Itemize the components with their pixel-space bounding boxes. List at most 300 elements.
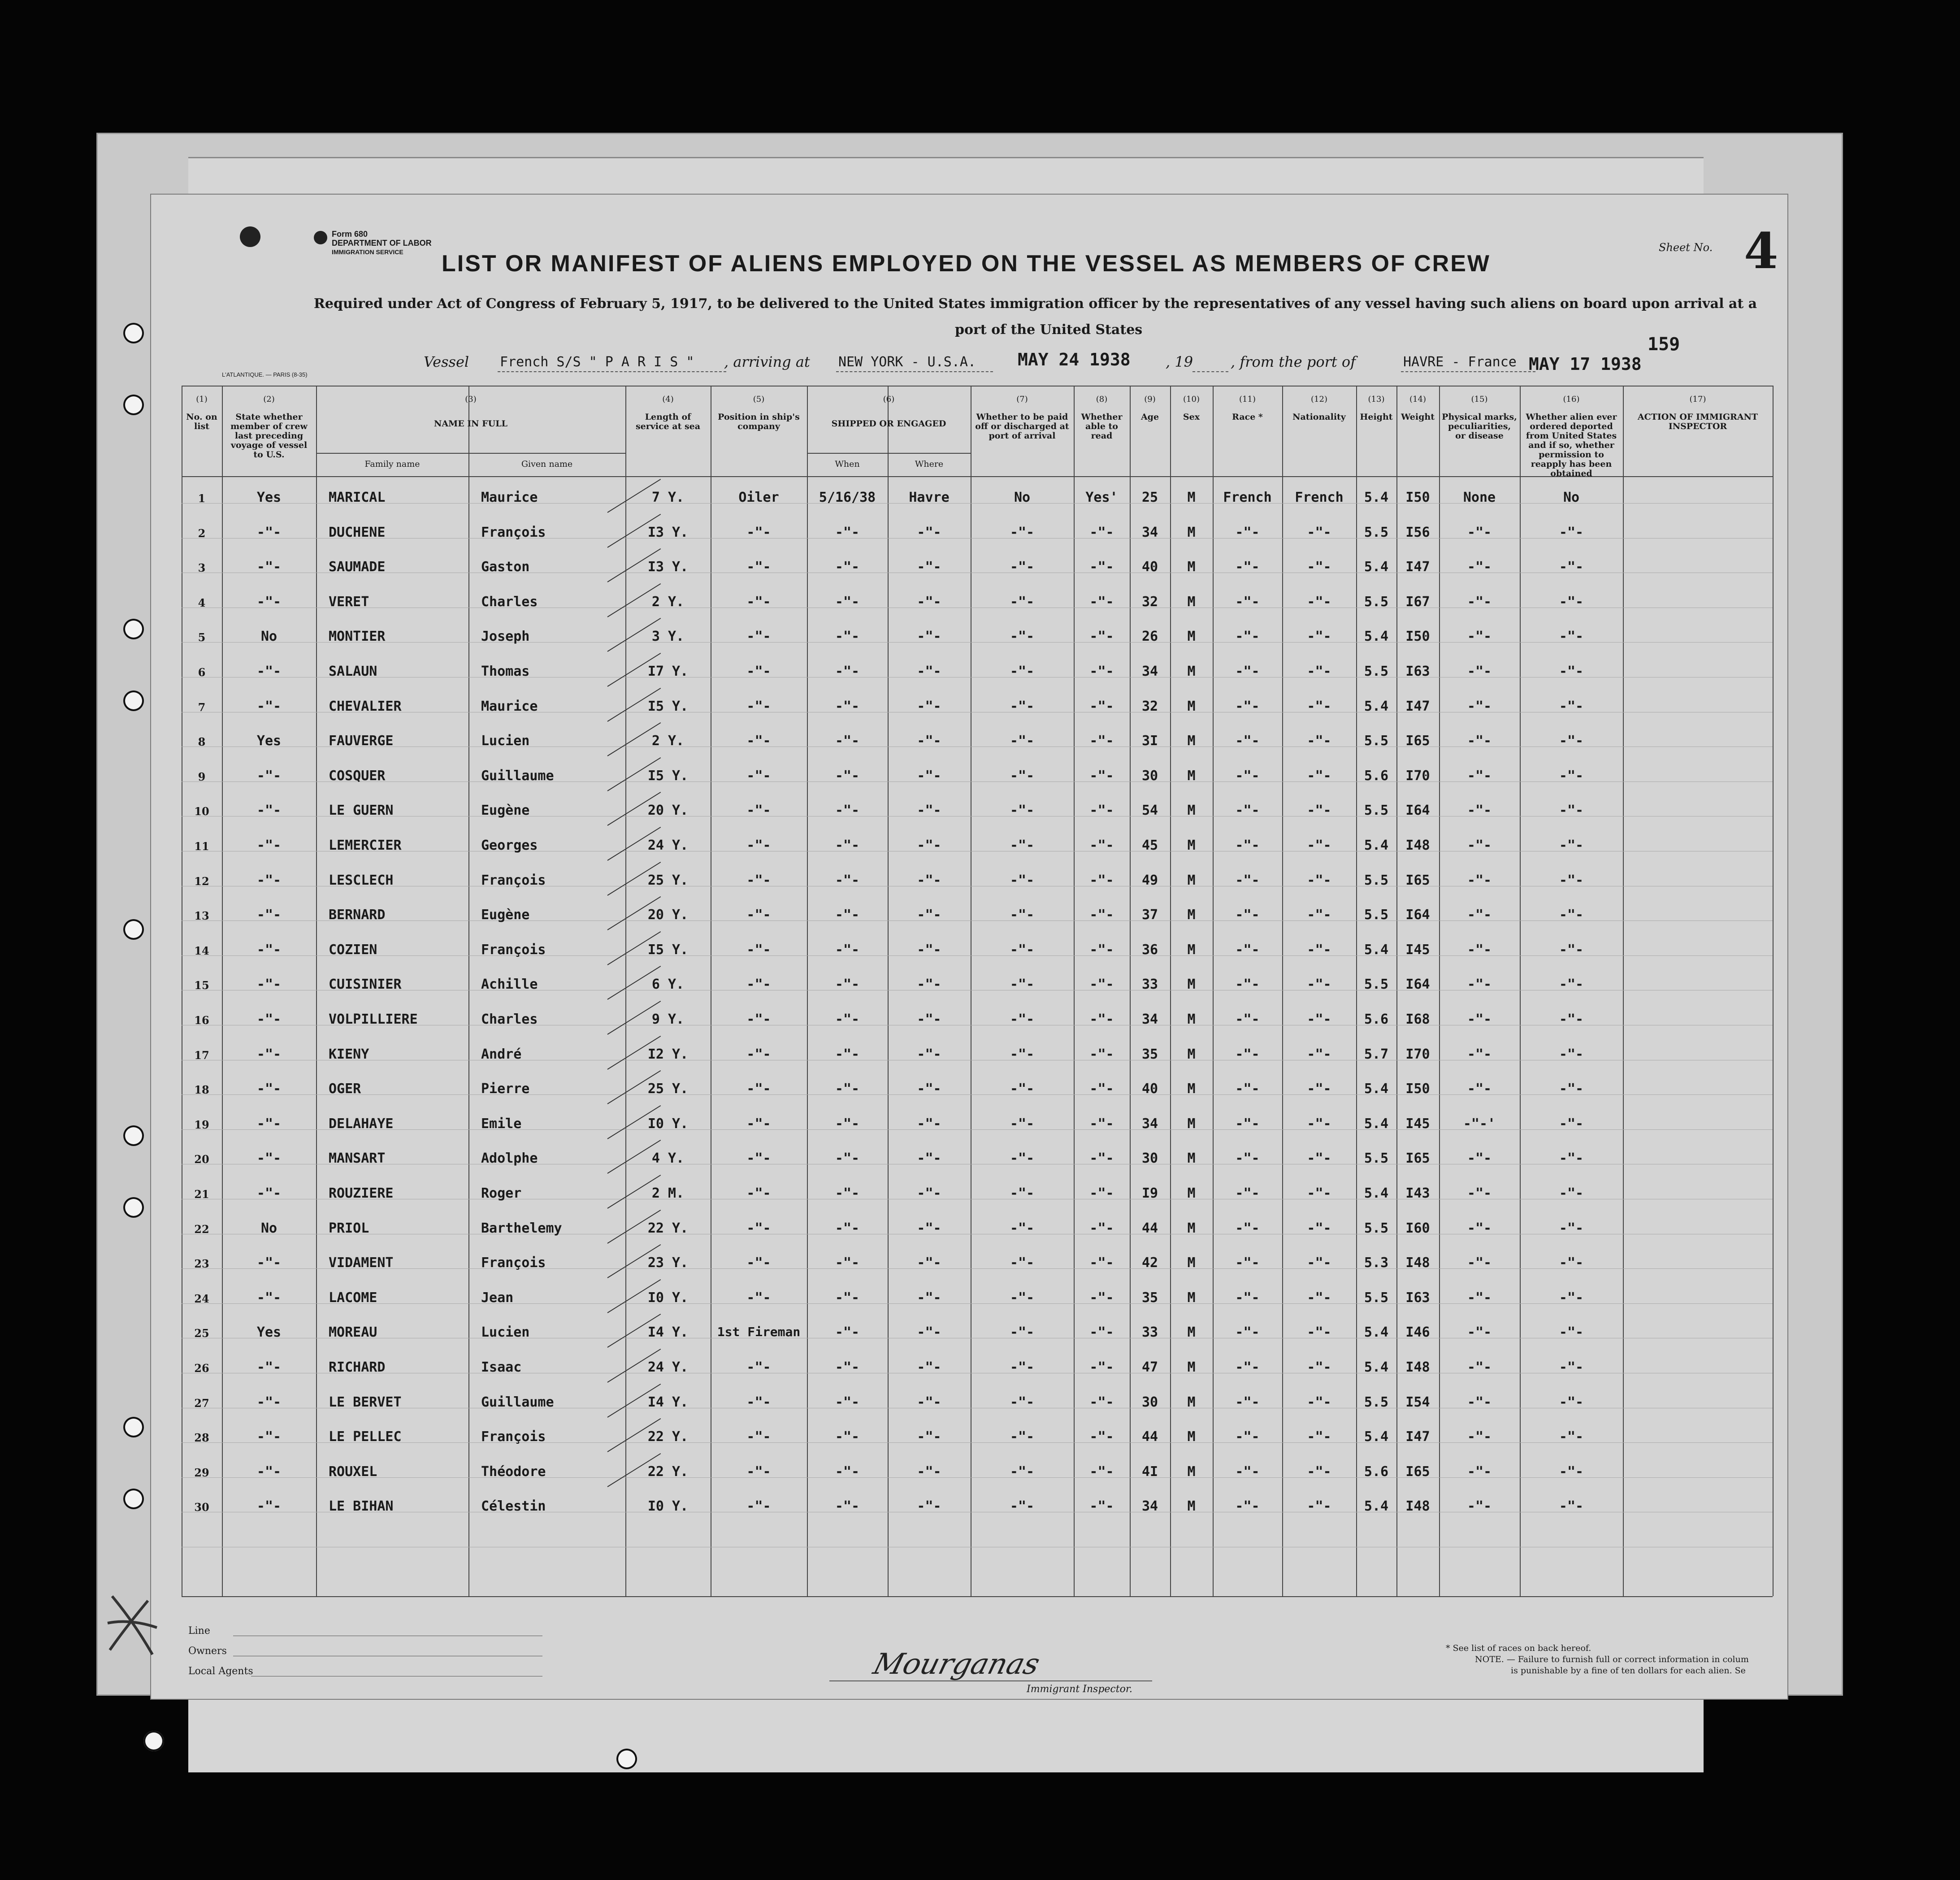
cell-family: SAUMADE (329, 559, 386, 575)
cell-marks: None (1463, 490, 1496, 505)
cell-paid: -"- (1010, 559, 1035, 575)
cell-paid: -"- (1010, 768, 1035, 784)
column-number: (15) (1471, 395, 1488, 404)
cell-given: Thomas (481, 664, 530, 679)
cell-deported: -"- (1559, 1290, 1584, 1306)
cell-race: -"- (1235, 1081, 1260, 1097)
cell-marks: -"- (1467, 733, 1492, 749)
binder-hole-icon (616, 1749, 637, 1769)
cell-height: 5.6 (1364, 1463, 1389, 1480)
cell-sex: M (1187, 490, 1196, 505)
cell-marks: -"- (1467, 698, 1492, 714)
cell-age: 32 (1141, 594, 1158, 610)
cell-when: -"- (835, 1185, 860, 1201)
cell-paid: -"- (1010, 1463, 1035, 1480)
cell-given: Jean (481, 1290, 514, 1306)
cell-prev: -"- (256, 524, 282, 540)
cell-read: -"- (1089, 1394, 1114, 1410)
cell-race: French (1223, 490, 1272, 505)
cell-nat: -"- (1307, 698, 1331, 714)
cell-family: COSQUER (329, 768, 386, 784)
cell-nat: -"- (1307, 1463, 1331, 1480)
row-number: 29 (194, 1466, 209, 1479)
cell-read: -"- (1089, 872, 1114, 888)
column-number: (7) (1016, 395, 1028, 404)
cell-weight: I45 (1405, 942, 1430, 958)
cell-read: Yes' (1085, 490, 1118, 505)
cell-sex: M (1187, 1429, 1196, 1445)
cell-race: -"- (1235, 1255, 1260, 1271)
cell-position: -"- (746, 1151, 771, 1167)
cell-race: -"- (1235, 1151, 1260, 1167)
cell-given: Roger (481, 1185, 522, 1201)
cell-given: Eugène (481, 803, 530, 819)
cell-weight: I54 (1405, 1394, 1430, 1410)
cell-read: -"- (1089, 1498, 1114, 1515)
cell-height: 5.4 (1364, 1185, 1389, 1201)
cell-when: -"- (835, 629, 860, 645)
cell-nat: -"- (1307, 1151, 1331, 1167)
cell-when: -"- (835, 733, 860, 749)
cell-read: -"- (1089, 1463, 1114, 1480)
cell-service: 4 Y. (651, 1151, 685, 1167)
cell-deported: -"- (1559, 1359, 1584, 1375)
cell-race: -"- (1235, 1290, 1260, 1306)
cell-where: -"- (917, 1463, 941, 1480)
column-header: Whether alien ever ordered deported from United States and if so, whether permission to reapply has been obtained (1526, 412, 1617, 478)
cell-race: -"- (1235, 1394, 1260, 1410)
cell-age: 3I (1141, 733, 1158, 749)
page-number: 159 (1648, 334, 1680, 355)
column-number: (8) (1096, 395, 1108, 404)
cell-read: -"- (1089, 629, 1114, 645)
cell-position: -"- (746, 1185, 771, 1201)
cell-age: 33 (1141, 1324, 1158, 1341)
cell-age: 4I (1141, 1463, 1158, 1480)
cell-deported: -"- (1559, 524, 1584, 540)
cell-where: -"- (917, 1116, 941, 1132)
cell-given: François (481, 942, 546, 958)
cell-read: -"- (1089, 977, 1114, 993)
cell-nat: -"- (1307, 524, 1331, 540)
cell-paid: -"- (1010, 1429, 1035, 1445)
cell-paid: -"- (1010, 1012, 1035, 1027)
cell-read: -"- (1089, 1255, 1114, 1271)
row-number: 24 (194, 1292, 209, 1305)
cell-race: -"- (1235, 1220, 1260, 1236)
column-number: (17) (1689, 395, 1706, 404)
cell-deported: -"- (1559, 1185, 1584, 1201)
cell-prev: No (260, 1220, 278, 1236)
row-number: 30 (194, 1501, 209, 1514)
cell-position: -"- (746, 733, 771, 749)
cell-position: -"- (746, 1046, 771, 1062)
cell-service: I2 Y. (647, 1046, 689, 1062)
cell-prev: -"- (256, 942, 282, 958)
row-number: 7 (198, 700, 206, 714)
cell-read: -"- (1089, 1012, 1114, 1027)
cell-paid: -"- (1010, 594, 1035, 610)
row-number: 5 (198, 631, 206, 644)
binder-hole-icon (123, 1125, 144, 1146)
cell-deported: -"- (1559, 872, 1584, 888)
column-number: (12) (1311, 395, 1327, 404)
cell-position: -"- (746, 1081, 771, 1097)
column-number: (14) (1409, 395, 1426, 404)
cell-prev: -"- (256, 559, 282, 575)
cell-when: 5/16/38 (819, 490, 876, 505)
column-header: Whether to be paid off or discharged at port of arrival (975, 412, 1069, 441)
column-header: NAME IN FULL (434, 419, 507, 429)
crew-manifest-table (182, 386, 1773, 1596)
binder-hole-icon (123, 619, 144, 639)
cell-when: -"- (835, 1394, 860, 1410)
cell-sex: M (1187, 1394, 1196, 1410)
cell-height: 5.4 (1364, 559, 1389, 575)
cell-nat: -"- (1307, 838, 1331, 853)
cell-family: MANSART (329, 1151, 386, 1167)
cell-when: -"- (835, 872, 860, 888)
cell-when: -"- (835, 524, 860, 540)
cell-marks: -"- (1467, 629, 1492, 645)
cell-marks: -"- (1467, 1046, 1492, 1062)
cell-race: -"- (1235, 1324, 1260, 1341)
shipped-subheader-divider (807, 453, 971, 454)
row-number: 27 (194, 1396, 209, 1410)
binder-hole-icon (123, 323, 144, 343)
cell-marks: -"- (1467, 1255, 1492, 1271)
cell-read: -"- (1089, 1185, 1114, 1201)
cell-deported: -"- (1559, 629, 1584, 645)
sheet-number: 4 (1744, 222, 1778, 280)
cell-sex: M (1187, 1081, 1196, 1097)
cell-prev: No (260, 629, 278, 645)
cell-position: -"- (746, 977, 771, 993)
cell-sex: M (1187, 1220, 1196, 1236)
cell-weight: I48 (1405, 1498, 1430, 1515)
cell-marks: -"- (1467, 1429, 1492, 1445)
cell-paid: -"- (1010, 1394, 1035, 1410)
cell-age: 34 (1141, 524, 1158, 540)
row-number: 12 (194, 874, 209, 888)
row-number: 10 (194, 805, 209, 818)
cell-height: 5.6 (1364, 768, 1389, 784)
row-number: 4 (198, 596, 206, 609)
cell-read: -"- (1089, 1116, 1114, 1132)
cell-family: MONTIER (329, 629, 386, 645)
fine-note: NOTE. — Failure to furnish full or correct information in colum (1475, 1654, 1749, 1664)
cell-race: -"- (1235, 1116, 1260, 1132)
cell-family: VOLPILLIERE (329, 1012, 418, 1027)
cell-prev: -"- (256, 1116, 282, 1132)
cell-position: -"- (746, 907, 771, 923)
row-number: 20 (194, 1153, 209, 1166)
cell-height: 5.5 (1364, 803, 1389, 819)
cell-deported: No (1563, 490, 1580, 505)
column-header: Nationality (1292, 412, 1346, 422)
cell-where: -"- (917, 524, 941, 540)
row-number: 3 (198, 561, 206, 575)
cell-prev: Yes (256, 733, 282, 749)
cell-given: Barthelemy (481, 1220, 562, 1236)
cell-read: -"- (1089, 803, 1114, 819)
cell-family: CUISINIER (329, 977, 402, 993)
cell-paid: -"- (1010, 1324, 1035, 1341)
cell-weight: I50 (1405, 629, 1430, 645)
cell-where: -"- (917, 1185, 941, 1201)
cell-family: FAUVERGE (329, 733, 394, 749)
column-header: State whether member of crew last preceding voyage of vessel to U.S. (230, 412, 308, 460)
cell-prev: -"- (256, 1394, 282, 1410)
cell-paid: -"- (1010, 1220, 1035, 1236)
cell-race: -"- (1235, 733, 1260, 749)
cell-height: 5.4 (1364, 1081, 1389, 1097)
cell-race: -"- (1235, 559, 1260, 575)
cell-when: -"- (835, 1463, 860, 1480)
cell-deported: -"- (1559, 1463, 1584, 1480)
cell-service: 25 Y. (647, 1081, 689, 1097)
cell-family: LEMERCIER (329, 838, 402, 853)
requirement-text: Required under Act of Congress of February 5, 1917, to be delivered to the United States immigration officer by the representatives of any vessel having such aliens on board upon arrival at a (314, 296, 1757, 312)
cell-family: LESCLECH (329, 872, 394, 888)
cell-when: -"- (835, 1081, 860, 1097)
cell-age: 34 (1141, 1498, 1158, 1515)
cell-family: VIDAMENT (329, 1255, 394, 1271)
cell-deported: -"- (1559, 1498, 1584, 1515)
cell-nat: -"- (1307, 1324, 1331, 1341)
cell-position: -"- (746, 838, 771, 853)
column-header: Whether able to read (1081, 412, 1123, 441)
sheet-label: Sheet No. (1659, 241, 1713, 254)
cell-sex: M (1187, 907, 1196, 923)
column-number: (3) (465, 395, 477, 404)
cell-marks: -"- (1467, 942, 1492, 958)
cell-weight: I43 (1405, 1185, 1430, 1201)
cell-weight: I67 (1405, 594, 1430, 610)
column-subheader: When (835, 459, 860, 469)
cell-prev: -"- (256, 594, 282, 610)
cell-height: 5.7 (1364, 1046, 1389, 1062)
cell-prev: -"- (256, 1359, 282, 1375)
cell-sex: M (1187, 1255, 1196, 1271)
cell-service: 24 Y. (647, 838, 689, 853)
cell-sex: M (1187, 559, 1196, 575)
cell-service: 2 M. (651, 1185, 685, 1201)
cell-position: -"- (746, 1463, 771, 1480)
cell-given: Charles (481, 594, 538, 610)
cell-weight: I48 (1405, 838, 1430, 853)
cell-given: François (481, 1255, 546, 1271)
cell-sex: M (1187, 838, 1196, 853)
cell-given: Emile (481, 1116, 522, 1132)
cell-height: 5.4 (1364, 1116, 1389, 1132)
cell-age: I9 (1141, 1185, 1158, 1201)
cell-position: -"- (746, 664, 771, 679)
cell-race: -"- (1235, 977, 1260, 993)
cell-weight: I64 (1405, 907, 1430, 923)
row-number: 15 (194, 979, 209, 992)
page-title: LIST OR MANIFEST OF ALIENS EMPLOYED ON THE VESSEL AS MEMBERS OF CREW (442, 251, 1491, 277)
cell-nat: French (1295, 490, 1344, 505)
cell-sex: M (1187, 1359, 1196, 1375)
column-header: Sex (1183, 412, 1200, 422)
cell-service: 22 Y. (647, 1220, 689, 1236)
cell-paid: -"- (1010, 977, 1035, 993)
cell-weight: I47 (1405, 559, 1430, 575)
department-label: DEPARTMENT OF LABOR (332, 239, 432, 247)
cell-marks: -"- (1467, 594, 1492, 610)
row-number: 25 (194, 1327, 209, 1340)
cell-given: Charles (481, 1012, 538, 1027)
cell-race: -"- (1235, 768, 1260, 784)
cell-age: 35 (1141, 1290, 1158, 1306)
cell-read: -"- (1089, 1290, 1114, 1306)
cell-where: -"- (917, 733, 941, 749)
cell-nat: -"- (1307, 872, 1331, 888)
cell-marks: -"- (1467, 559, 1492, 575)
cell-where: -"- (917, 629, 941, 645)
cell-weight: I47 (1405, 1429, 1430, 1445)
cell-paid: -"- (1010, 664, 1035, 679)
cell-given: Isaac (481, 1359, 522, 1375)
from-port: HAVRE - France (1403, 354, 1517, 370)
cell-weight: I63 (1405, 664, 1430, 679)
cell-when: -"- (835, 1116, 860, 1132)
cell-family: RICHARD (329, 1359, 386, 1375)
cell-service: I5 Y. (647, 768, 689, 784)
cell-position: -"- (746, 1394, 771, 1410)
column-number: (4) (662, 395, 674, 404)
cell-race: -"- (1235, 524, 1260, 540)
cell-height: 5.4 (1364, 698, 1389, 714)
binder-hole-icon (123, 919, 144, 940)
vessel-label: Vessel (424, 353, 469, 370)
column-divider (1623, 386, 1624, 1596)
cell-where: -"- (917, 1151, 941, 1167)
row-number: 13 (194, 909, 209, 923)
cell-given: Lucien (481, 1324, 530, 1341)
column-divider (316, 386, 317, 1596)
row-number: 14 (194, 944, 209, 957)
cell-when: -"- (835, 838, 860, 853)
cell-race: -"- (1235, 664, 1260, 679)
cell-when: -"- (835, 1046, 860, 1062)
cell-nat: -"- (1307, 907, 1331, 923)
cell-race: -"- (1235, 594, 1260, 610)
cell-height: 5.5 (1364, 1290, 1389, 1306)
inspector-signature: Mourganas (870, 1648, 1044, 1681)
cell-deported: -"- (1559, 838, 1584, 853)
cell-read: -"- (1089, 942, 1114, 958)
cell-read: -"- (1089, 698, 1114, 714)
column-header: Length of service at sea (635, 412, 701, 431)
column-header: Position in ship's company (718, 412, 800, 431)
cell-age: 40 (1141, 559, 1158, 575)
cell-service: 7 Y. (651, 490, 685, 505)
cell-deported: -"- (1559, 1220, 1584, 1236)
cell-service: I7 Y. (647, 664, 689, 679)
row-number: 16 (194, 1014, 209, 1027)
cell-nat: -"- (1307, 733, 1331, 749)
cell-nat: -"- (1307, 768, 1331, 784)
cell-service: I4 Y. (647, 1394, 689, 1410)
cell-where: -"- (917, 977, 941, 993)
column-number: (6) (883, 395, 895, 404)
row-number: 23 (194, 1257, 209, 1271)
cell-nat: -"- (1307, 1290, 1331, 1306)
cell-where: -"- (917, 698, 941, 714)
cell-family: VERET (329, 594, 369, 610)
column-number: (1) (196, 395, 208, 404)
cell-service: I3 Y. (647, 524, 689, 540)
cell-position: -"- (746, 1290, 771, 1306)
cell-race: -"- (1235, 1359, 1260, 1375)
cell-marks: -"- (1467, 768, 1492, 784)
cell-nat: -"- (1307, 803, 1331, 819)
cell-nat: -"- (1307, 942, 1331, 958)
cell-where: -"- (917, 1359, 941, 1375)
cell-when: -"- (835, 1220, 860, 1236)
cell-position: -"- (746, 559, 771, 575)
cell-race: -"- (1235, 1429, 1260, 1445)
cell-family: LE BIHAN (329, 1498, 394, 1515)
cell-position: -"- (746, 1116, 771, 1132)
cell-prev: Yes (256, 1324, 282, 1341)
cell-age: 49 (1141, 872, 1158, 888)
binder-hole-icon (123, 1417, 144, 1437)
cell-when: -"- (835, 559, 860, 575)
cell-prev: -"- (256, 1498, 282, 1515)
cell-age: 34 (1141, 664, 1158, 679)
cell-family: COZIEN (329, 942, 377, 958)
column-number: (9) (1144, 395, 1156, 404)
cell-race: -"- (1235, 1463, 1260, 1480)
cell-read: -"- (1089, 733, 1114, 749)
cell-family: ROUZIERE (329, 1185, 394, 1201)
cell-paid: -"- (1010, 1359, 1035, 1375)
cell-nat: -"- (1307, 559, 1331, 575)
cell-paid: -"- (1010, 1046, 1035, 1062)
cell-prev: -"- (256, 872, 282, 888)
cell-service: 2 Y. (651, 594, 685, 610)
cell-weight: I45 (1405, 1116, 1430, 1132)
cell-weight: I50 (1405, 1081, 1430, 1097)
cell-deported: -"- (1559, 733, 1584, 749)
cell-race: -"- (1235, 838, 1260, 853)
cell-read: -"- (1089, 664, 1114, 679)
cell-given: André (481, 1046, 522, 1062)
cell-sex: M (1187, 629, 1196, 645)
cell-weight: I63 (1405, 1290, 1430, 1306)
cell-race: -"- (1235, 698, 1260, 714)
cell-when: -"- (835, 768, 860, 784)
cell-age: 26 (1141, 629, 1158, 645)
binder-hole-icon (143, 1731, 164, 1751)
cell-height: 5.5 (1364, 733, 1389, 749)
cell-position: -"- (746, 872, 771, 888)
cell-where: -"- (917, 1429, 941, 1445)
cell-family: KIENY (329, 1046, 369, 1062)
cell-sex: M (1187, 1290, 1196, 1306)
cell-race: -"- (1235, 1012, 1260, 1027)
cell-read: -"- (1089, 838, 1114, 853)
cell-given: Célestin (481, 1498, 546, 1515)
cell-height: 5.3 (1364, 1255, 1389, 1271)
cell-service: I5 Y. (647, 698, 689, 714)
cell-given: Guillaume (481, 1394, 554, 1410)
cell-when: -"- (835, 1498, 860, 1515)
cell-sex: M (1187, 872, 1196, 888)
